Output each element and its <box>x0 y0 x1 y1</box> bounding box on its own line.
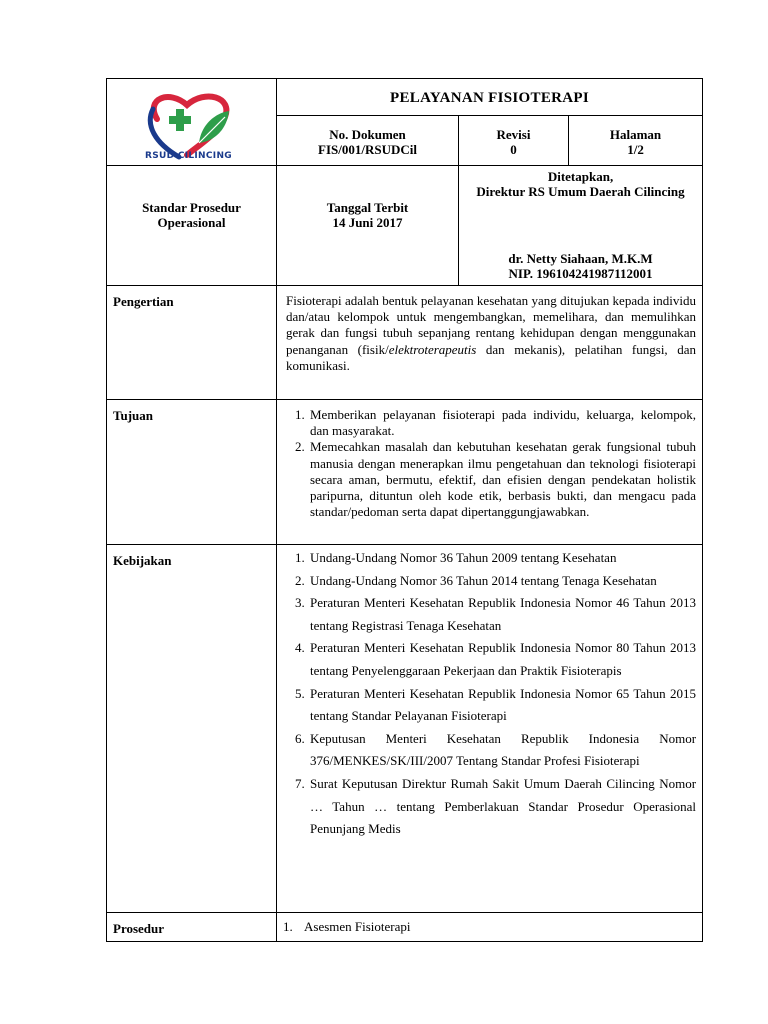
pengertian-text-1: Fisioterapi adalah bentuk pelayanan kesehatan yang ditujukan kepada individu dan/atau kelompok untuk mengembangkan, memelihara, dan memulihkan gerak dan fungsi tubuh sepanjang rentang kehidupan dengan menggunakan penanganan (fisik/ <box>286 293 697 357</box>
list-item: 1. Undang-Undang Nomor 36 Tahun 2009 tentang Kesehatan <box>308 547 696 570</box>
pengertian-content <box>277 286 703 400</box>
document-title: PELAYANAN FISIOTERAPI <box>277 79 703 116</box>
approved-label: Ditetapkan, <box>547 169 614 184</box>
list-item: 2. Undang-Undang Nomor 36 Tahun 2014 tentang Tenaga Kesehatan <box>308 570 696 593</box>
approver-nip: NIP. 196104241987112001 <box>508 265 653 281</box>
revision-label: Revisi <box>496 127 531 143</box>
tujuan-label: Tujuan <box>113 408 153 423</box>
tujuan-content <box>277 400 703 545</box>
prosedur-item-number: 1. <box>283 919 293 934</box>
doc-number-cell <box>277 116 459 166</box>
list-item: 6. Keputusan Menteri Kesehatan Republik Indonesia Nomor 376/MENKES/SK/III/2007 Tentang Standar Profesi Fisioterapi <box>308 728 696 773</box>
page-cell <box>569 116 703 166</box>
logo-caption: RSUD CILINCING <box>145 151 232 161</box>
approver-title: Direktur RS Umum Daerah Cilincing <box>476 184 685 199</box>
revision-cell <box>459 116 569 166</box>
tujuan-list <box>286 407 696 520</box>
issue-date-label: Tanggal Terbit <box>326 200 409 215</box>
pengertian-text-2: dan mekanis), pelatihan fungsi, dan komunikasi. <box>286 341 697 373</box>
issue-date-value: 14 Juni 2017 <box>332 215 403 230</box>
doc-number-label: No. Dokumen <box>329 127 406 143</box>
doc-number-value: FIS/001/RSUDCil <box>318 142 417 158</box>
pengertian-label-cell <box>107 286 277 400</box>
prosedur-content <box>277 913 703 942</box>
sop-label-cell <box>107 166 277 286</box>
list-item: 7. Surat Keputusan Direktur Rumah Sakit Umum Daerah Cilincing Nomor … Tahun … tentang Pemberlakuan Standar Prosedur Operasional Penunjang Medis <box>308 773 696 841</box>
kebijakan-list <box>286 547 696 841</box>
page-label: Halaman <box>609 127 662 143</box>
list-item: 5. Peraturan Menteri Kesehatan Republik Indonesia Nomor 65 Tahun 2015 tentang Standar Pelayanan Fisioterapi <box>308 683 696 728</box>
sop-document-table <box>106 78 703 942</box>
tujuan-label-cell <box>107 400 277 545</box>
approver-name: dr. Netty Siahaan, M.K.M <box>508 251 653 266</box>
page-value: 1/2 <box>627 142 644 158</box>
kebijakan-content <box>277 545 703 913</box>
prosedur-item-text: Asesmen Fisioterapi <box>304 919 411 934</box>
list-item: 4. Peraturan Menteri Kesehatan Republik Indonesia Nomor 80 Tahun 2013 tentang Penyelenggaraan Pekerjaan dan Praktik Fisioterapis <box>308 637 696 682</box>
issue-date-cell <box>277 166 459 286</box>
prosedur-label-cell <box>107 913 277 942</box>
list-item: 1. Memberikan pelayanan fisioterapi pada individu, keluarga, kelompok, dan masyarakat. <box>308 407 696 439</box>
pengertian-label: Pengertian <box>113 294 174 309</box>
prosedur-label: Prosedur <box>113 921 165 936</box>
list-item: 2. Memecahkan masalah dan kebutuhan kesehatan gerak fungsional tubuh manusia dengan menerapkan ilmu pengetahuan dan teknologi fisioterapi secara aman, bermutu, efektif, dan efisien dengan pendekatan holistik paripurna, dituntun oleh kode etik, berbasis bukti, dan mengacu pada standar/pedoman serta dapat dipertanggungjawabkan. <box>308 439 696 520</box>
approval-cell <box>459 166 703 286</box>
list-item: 3. Peraturan Menteri Kesehatan Republik Indonesia Nomor 46 Tahun 2013 tentang Registrasi Tenaga Kesehatan <box>308 592 696 637</box>
kebijakan-label-cell <box>107 545 277 913</box>
logo-cell <box>107 79 277 166</box>
revision-value: 0 <box>510 142 517 158</box>
pengertian-text-italic: elektroterapeutis <box>388 341 477 357</box>
sop-label-line2: Operasional <box>157 215 226 230</box>
kebijakan-label: Kebijakan <box>113 553 172 568</box>
sop-label-line1: Standar Prosedur <box>142 200 241 215</box>
